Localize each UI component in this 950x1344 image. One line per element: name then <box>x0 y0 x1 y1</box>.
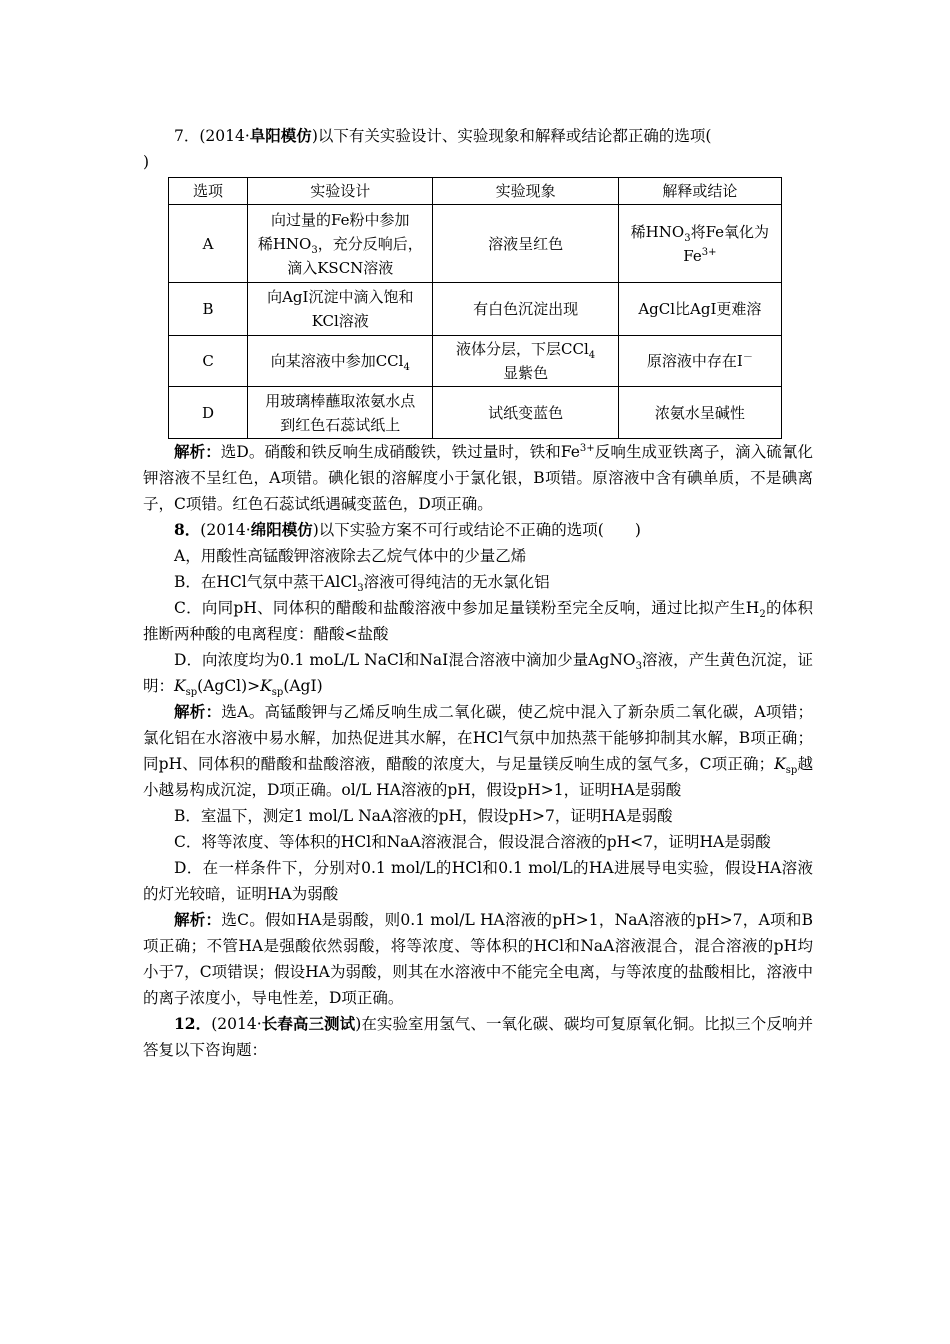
table-row <box>169 387 782 439</box>
table-cell-option: B <box>169 283 248 336</box>
table-row <box>169 205 782 283</box>
question-number: 7． <box>174 127 200 145</box>
question-number: 12． <box>174 1014 212 1033</box>
table-cell-design: 向某溶液中参加CCl$_4$ <box>248 336 433 387</box>
question-12-stem: 12．(2014·长春高三测试)在实验室用氢气、一氧化碳、碳均可复原氧化铜。比拟三个反响并答复以下咨询题： <box>143 1014 813 1059</box>
question-8-option-d: D．向浓度均为0.1 moL/L NaCl和NaI混合溶液中滴加少量AgNO$_3$溶液，产生黄色沉淀，证明：$K_{sp}(AgCl)>K_{sp}(AgI)$ <box>143 651 813 699</box>
table-row <box>169 283 782 336</box>
table-cell-option: D <box>169 387 248 439</box>
question-7-stem: 7．(2014·阜阳模仿)以下有关实验设计、实验现象和解释或结论都正确的选项( ) <box>143 126 712 171</box>
table-header: 解释或结论 <box>618 178 781 205</box>
document-content <box>143 123 813 1063</box>
table-row <box>169 336 782 387</box>
table-header: 选项 <box>169 178 248 205</box>
question-source: 长春高三测试 <box>261 1014 356 1033</box>
question-8-stem: 8．(2014·绵阳模仿)以下实验方案不可行或结论不正确的选项( ) <box>174 520 641 539</box>
table-header-row <box>169 178 782 205</box>
table-cell-phenomenon: 溶液呈红色 <box>433 205 618 283</box>
table-cell-design: 用玻璃棒蘸取浓氨水点 到红色石蕊试纸上 <box>248 387 433 439</box>
table-cell-design: 向过量的Fe粉中参加 稀$HNO_3$，充分反响后， 滴入KSCN溶液 <box>248 205 433 283</box>
table-cell-design: 向AgI沉淀中滴入饱和 KCl溶液 <box>248 283 433 336</box>
question-11-option-c: C．将等浓度、等体积的HCl和NaA溶液混合，假设混合溶液的pH<7，证明HA是弱酸 <box>174 833 771 851</box>
question-number: 8． <box>174 520 201 539</box>
table-header: 实验现象 <box>433 178 618 205</box>
question-11-option-b: B．室温下，测定1 mol/L NaA溶液的pH，假设pH>7，证明HA是弱酸 <box>174 807 673 825</box>
table-cell-option: A <box>169 205 248 283</box>
question-8-option-a: A，用酸性高锰酸钾溶液除去乙烷气体中的少量乙烯 <box>174 547 527 565</box>
question-8-option-b: B．在HCl气氛中蒸干AlCl$_3$溶液可得纯洁的无水氯化铝 <box>174 573 550 595</box>
analysis-label: 解析： <box>174 442 221 461</box>
table-cell-conclusion: 稀$HNO_3$将Fe氧化为 $Fe^{3+}$ <box>618 205 781 283</box>
experiment-table <box>168 177 782 439</box>
table-cell-phenomenon: 液体分层，下层CCl$_4$ 显紫色 <box>433 336 618 387</box>
question-8-option-c: C．向同pH、同体积的醋酸和盐酸溶液中参加足量镁粉至完全反响，通过比拟产生$H_2$的体积推断两种酸的电离程度：醋酸<盐酸 <box>143 599 813 643</box>
table-cell-conclusion: AgCl比AgI更难溶 <box>618 283 781 336</box>
table-cell-option: C <box>169 336 248 387</box>
table-cell-phenomenon: 试纸变蓝色 <box>433 387 618 439</box>
table-cell-conclusion: 原溶液中存在I－ <box>618 336 781 387</box>
question-8-analysis: 解析：选A。高锰酸钾与乙烯反响生成二氧化碳，使乙烷中混入了新杂质二氧化碳，A项错；氯化铝在水溶液中易水解，加热促进其水解，在HCl气氛中加热蒸干能够抑制其水解，B项正确；同pH、同体积的醋酸和盐酸溶液，醋酸的浓度大，与足量镁反响生成的氢气多，C项正确；$K_{sp}$越小越易构成沉淀，D项正确。ol/L HA溶液的pH，假设pH>1，证明HA是弱酸 <box>143 702 813 799</box>
analysis-label: 解析： <box>174 702 222 721</box>
table-cell-conclusion: 浓氨水呈碱性 <box>618 387 781 439</box>
analysis-label: 解析： <box>174 910 222 929</box>
question-11-option-d: D．在一样条件下，分别对0.1 mol/L的HCl和0.1 mol/L的HA进展导电实验，假设HA溶液的灯光较暗，证明HA为弱酸 <box>143 859 813 903</box>
table-header: 实验设计 <box>248 178 433 205</box>
question-source: 绵阳模仿 <box>250 520 313 539</box>
table-cell-phenomenon: 有白色沉淀出现 <box>433 283 618 336</box>
question-11-analysis: 解析：选C。假如HA是弱酸，则0.1 mol/L HA溶液的pH>1，NaA溶液的pH>7，A项和B项正确；不管HA是强酸依然弱酸，将等浓度、等体积的HCl和NaA溶液混合，混合溶液的pH均小于7，C项错误；假设HA为弱酸，则其在水溶液中不能完全电离，与等浓度的盐酸相比，溶液中的离子浓度小，导电性差，D项正确。 <box>143 910 813 1007</box>
question-source: 阜阳模仿 <box>249 126 312 145</box>
question-7-analysis: 解析：选D。硝酸和铁反响生成硝酸铁，铁过量时，铁和$Fe^{3+}$反响生成亚铁离子，滴入硫氰化钾溶液不呈红色，A项错。碘化银的溶解度小于氯化银，B项错。原溶液中含有碘单质，不是碘离子，C项错。红色石蕊试纸遇碱变蓝色，D项正确。 <box>143 442 813 513</box>
